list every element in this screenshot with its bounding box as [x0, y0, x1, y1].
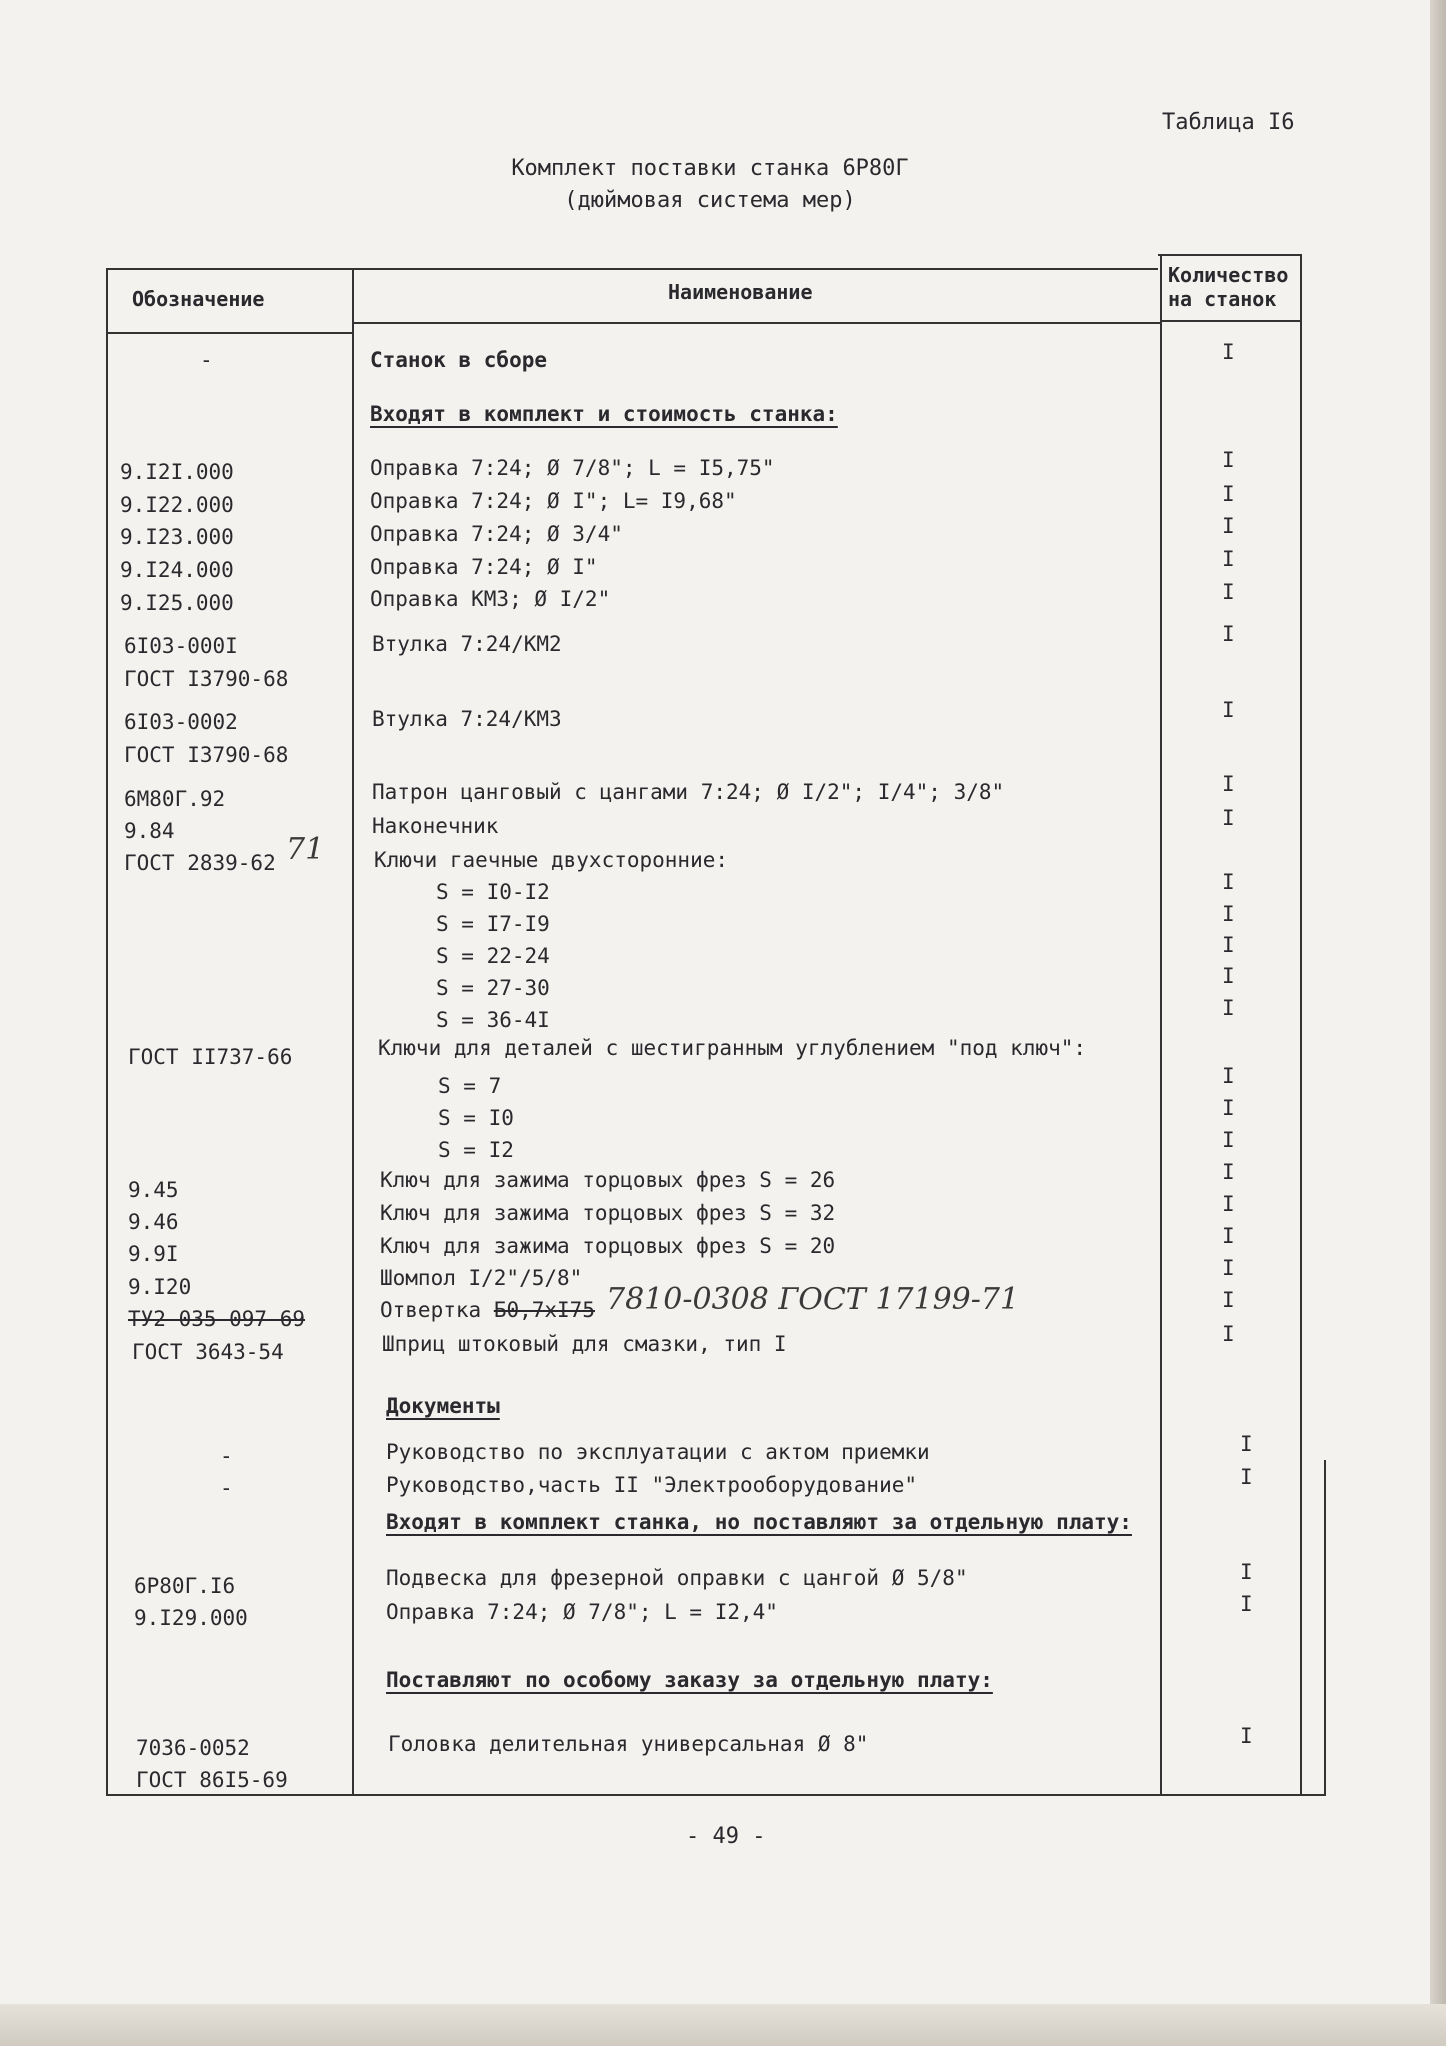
- struck-text: Б0,7хI75: [493, 1298, 595, 1322]
- page-title: Комплект поставки станка 6Р80Г: [511, 156, 909, 181]
- handwritten-correction: 71: [286, 832, 325, 867]
- section-heading: Поставляют по особому заказу за отдельную плату:: [386, 1668, 993, 1692]
- handwritten-correction: 7810-0308 ГОСТ 17199-71: [606, 1282, 1020, 1317]
- page-subtitle: (дюймовая система мер): [564, 188, 856, 213]
- header-name: Наименование: [668, 280, 813, 304]
- section-heading: Документы: [386, 1394, 500, 1418]
- section-heading: Входят в комплект и стоимость станка:: [370, 402, 838, 426]
- header-quantity: Количество на станок: [1168, 263, 1289, 311]
- page-bottom-shadow: [0, 2004, 1446, 2046]
- page-number: - 49 -: [686, 1824, 766, 1849]
- table-number: Таблица I6: [1162, 110, 1295, 135]
- header-designation: Обозначение: [132, 287, 265, 311]
- page-edge-shadow: [1430, 0, 1446, 2046]
- section-heading: Входят в комплект станка, но поставляют за отдельную плату:: [386, 1510, 1132, 1534]
